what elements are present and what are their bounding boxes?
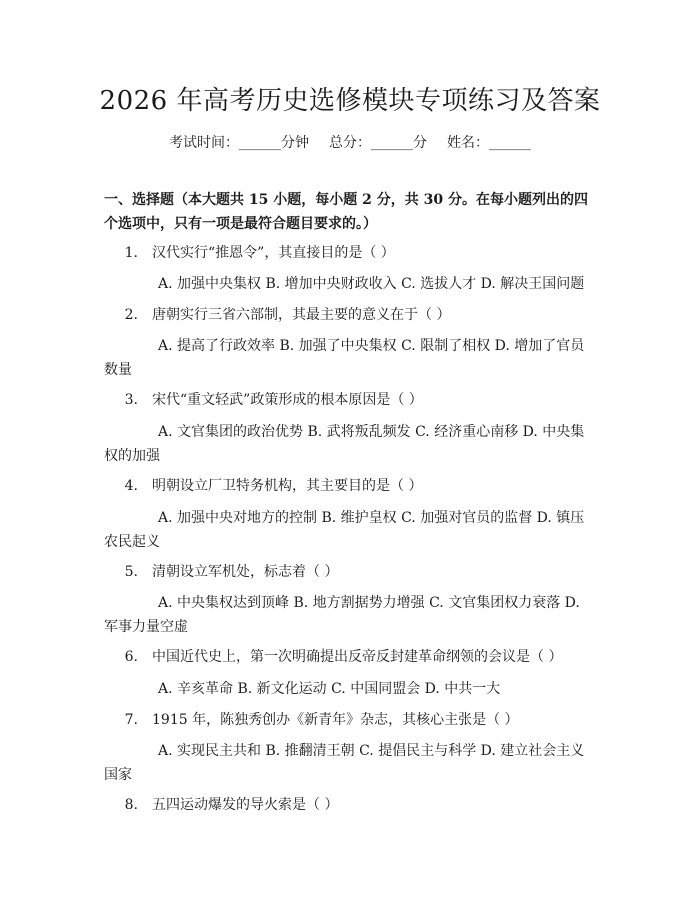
question-number: 6. — [124, 649, 138, 665]
question-number: 1. — [124, 245, 138, 261]
question-options: A. 实现民主共和 B. 推翻清王朝 C. 提倡民主与科学 D. 建立社会主义国家 — [104, 743, 585, 783]
question-stem — [104, 241, 594, 265]
question-options: A. 辛亥革命 B. 新文化运动 C. 中国同盟会 D. 中共一大 — [158, 681, 501, 697]
question-stem — [104, 645, 594, 669]
question-stem — [104, 708, 594, 732]
question-options: A. 加强中央集权 B. 增加中央财政收入 C. 选拔人才 D. 解决王国问题 — [158, 276, 585, 292]
student-name-field: 姓名：______ — [447, 135, 531, 151]
question-stem — [104, 388, 594, 412]
question-number: 7. — [124, 712, 138, 728]
question-text: 1915 年，陈独秀创办《新青年》杂志，其核心主张是（ ） — [152, 712, 519, 728]
exam-meta — [0, 132, 700, 152]
exam-time-field: 考试时间：______分钟 — [169, 135, 309, 151]
section-heading: 一、选择题（本大题共 15 小题，每小题 2 分，共 30 分。在每小题列出的四个选项中，只有一项是最符合题目要求的。） — [104, 192, 588, 232]
question-number: 2. — [124, 307, 138, 323]
page-title: 2026 年高考历史选修模块专项练习及答案 — [99, 86, 601, 116]
question-number: 4. — [124, 478, 138, 494]
question-text: 五四运动爆发的导火索是（ ） — [152, 797, 339, 813]
question-stem — [104, 303, 594, 327]
question-text: 宋代“重文轻武”政策形成的根本原因是（ ） — [152, 392, 423, 408]
question-options: A. 中央集权达到顶峰 B. 地方割据势力增强 C. 文官集团权力衰落 D. 军事力量空虚 — [104, 595, 580, 635]
question-options: A. 提高了行政效率 B. 加强了中央集权 C. 限制了相权 D. 增加了官员数量 — [104, 338, 585, 378]
question-text: 明朝设立厂卫特务机构，其主要目的是（ ） — [152, 478, 423, 494]
question-text: 唐朝实行三省六部制，其最主要的意义在于（ ） — [152, 307, 451, 323]
total-score-field: 总分：______分 — [329, 135, 427, 151]
question-stem — [104, 793, 594, 817]
question-number: 8. — [124, 797, 138, 813]
question-text: 清朝设立军机处，标志着（ ） — [152, 564, 339, 580]
question-stem — [104, 474, 594, 498]
question-number: 5. — [124, 564, 138, 580]
question-text: 中国近代史上，第一次明确提出反帝反封建革命纲领的会议是（ ） — [152, 649, 563, 665]
question-text: 汉代实行“推恩令”，其直接目的是（ ） — [152, 245, 395, 261]
question-options: A. 文官集团的政治优势 B. 武将叛乱频发 C. 经济重心南移 D. 中央集权的加强 — [104, 424, 585, 464]
question-number: 3. — [124, 392, 138, 408]
question-stem — [104, 560, 594, 584]
question-options: A. 加强中央对地方的控制 B. 维护皇权 C. 加强对官员的监督 D. 镇压农民起义 — [104, 510, 585, 550]
